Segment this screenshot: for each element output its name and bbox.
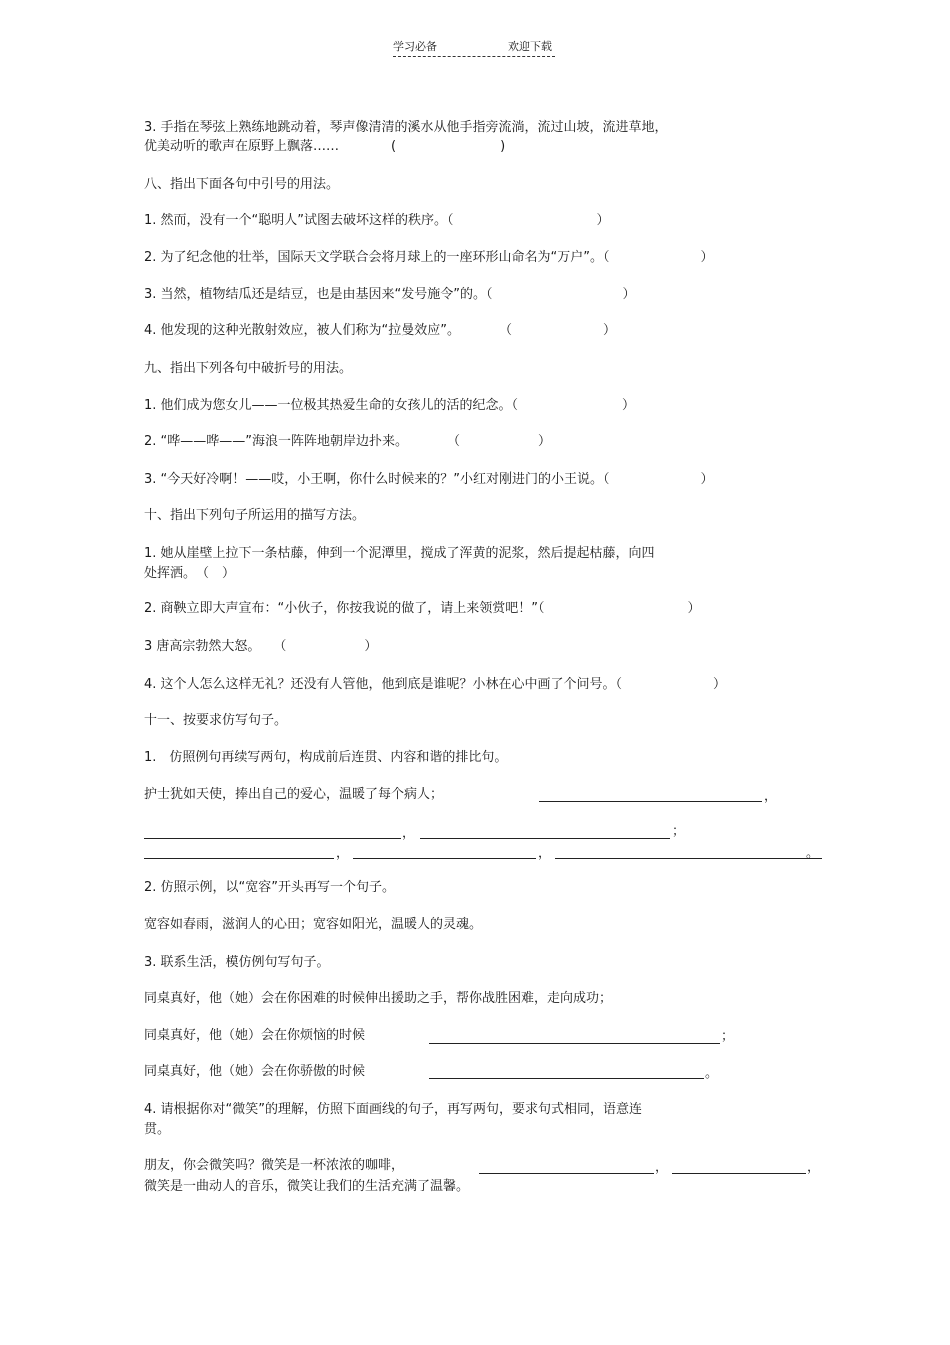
blank-semicolon: ； bbox=[672, 824, 686, 839]
question-10-1-line2: 处挥洒。 （ ） bbox=[144, 566, 236, 581]
blank-comma: ， bbox=[402, 826, 416, 841]
question-11-2: 2. 仿照示例，以“宽容”开头再写一个句子。 bbox=[144, 880, 396, 895]
answer-blank[interactable] bbox=[672, 1173, 806, 1174]
answer-blank[interactable] bbox=[144, 858, 334, 859]
blank-period: 。 bbox=[806, 846, 820, 861]
question-9-2: 2. “哗——哗——”海浪一阵阵地朝岸边扑来。 （ ） bbox=[144, 434, 552, 449]
blank-period: 。 bbox=[705, 1066, 719, 1081]
answer-blank[interactable] bbox=[420, 838, 670, 839]
answer-blank[interactable] bbox=[479, 1173, 654, 1174]
section-10-heading: 十、指出下列句子所运用的描写方法。 bbox=[144, 508, 366, 523]
answer-blank[interactable] bbox=[539, 801, 762, 802]
question-11-1-example: 护士犹如天使，捧出自己的爱心，温暖了每个病人； bbox=[144, 787, 444, 802]
blank-comma: ， bbox=[764, 789, 778, 804]
answer-blank[interactable] bbox=[144, 838, 401, 839]
question-9-3: 3. “今天好冷啊！——哎，小王啊，你什么时候来的？”小红对刚进门的小王说。（ ） bbox=[144, 472, 714, 487]
question-10-2: 2. 商鞅立即大声宣布：“小伙子，你按我说的做了，请上来领赏吧！”（ ） bbox=[144, 601, 701, 616]
question-11-3-prompt-b: 同桌真好，他（她）会在你骄傲的时候 bbox=[144, 1064, 366, 1079]
question-11-3: 3. 联系生活，模仿例句写句子。 bbox=[144, 955, 330, 970]
question-11-4-example-2: 微笑是一曲动人的音乐，微笑让我们的生活充满了温馨。 bbox=[144, 1179, 470, 1194]
answer-blank[interactable] bbox=[429, 1078, 704, 1079]
question-10-1-line1: 1. 她从崖壁上拉下一条枯藤，伸到一个泥潭里，搅成了浑黄的泥浆，然后提起枯藤，向四 bbox=[144, 546, 655, 561]
question-11-2-example: 宽容如春雨，滋润人的心田；宽容如阳光，温暖人的灵魂。 bbox=[144, 917, 483, 932]
question-11-4-line1: 4. 请根据你对“微笑”的理解，仿照下面画线的句子，再写两句，要求句式相同，语意连 bbox=[144, 1102, 643, 1117]
blank-comma: ， bbox=[807, 1160, 821, 1175]
blank-semicolon: ； bbox=[721, 1029, 735, 1044]
question-11-4-example-1: 朋友，你会微笑吗？微笑是一杯浓浓的咖啡， bbox=[144, 1158, 405, 1173]
section-11-heading: 十一、按要求仿写句子。 bbox=[144, 713, 288, 728]
question-10-3: 3 唐高宗勃然大怒。 （ ） bbox=[144, 639, 378, 654]
question-11-1: 1. 仿照例句再续写两句，构成前后连贯、内容和谐的排比句。 bbox=[144, 750, 508, 765]
question-8-2: 2. 为了纪念他的壮举，国际天文学联合会将月球上的一座环形山命名为“万户”。（ ） bbox=[144, 250, 714, 265]
header-left: 学习必备 bbox=[393, 40, 437, 53]
question-7-3-line1: 3. 手指在琴弦上熟练地跳动着，琴声像清清的溪水从他手指旁流淌，流过山坡，流进草地， bbox=[144, 120, 668, 135]
header-divider bbox=[393, 56, 555, 57]
question-11-3-prompt-a: 同桌真好，他（她）会在你烦恼的时候 bbox=[144, 1028, 366, 1043]
blank-comma: ， bbox=[538, 846, 552, 861]
question-10-4: 4. 这个人怎么这样无礼？还没有人管他，他到底是谁呢？小林在心中画了个问号。（ ） bbox=[144, 677, 727, 692]
question-11-3-example: 同桌真好，他（她）会在你困难的时候伸出援助之手，帮你战胜困难，走向成功； bbox=[144, 991, 613, 1006]
section-9-heading: 九、指出下列各句中破折号的用法。 bbox=[144, 361, 353, 376]
question-7-3-line2: 优美动听的歌声在原野上飘落…… ( ) bbox=[144, 139, 506, 154]
question-9-1: 1. 他们成为您女儿——一位极其热爱生命的女孩儿的活的纪念。（ ） bbox=[144, 398, 636, 413]
question-8-4: 4. 他发现的这种光散射效应，被人们称为“拉曼效应”。 （ ） bbox=[144, 323, 617, 338]
blank-comma: ， bbox=[336, 846, 350, 861]
question-8-1: 1. 然而，没有一个“聪明人”试图去破坏这样的秩序。（ ） bbox=[144, 213, 610, 228]
answer-blank[interactable] bbox=[555, 858, 822, 859]
header-right: 欢迎下载 bbox=[508, 40, 552, 53]
question-8-3: 3. 当然，植物结瓜还是结豆，也是由基因来“发号施令”的。（ ） bbox=[144, 287, 636, 302]
section-8-heading: 八、指出下面各句中引号的用法。 bbox=[144, 177, 340, 192]
answer-blank[interactable] bbox=[429, 1043, 720, 1044]
answer-blank[interactable] bbox=[353, 858, 536, 859]
question-11-4-line2: 贯。 bbox=[144, 1122, 171, 1137]
blank-comma: ， bbox=[655, 1160, 669, 1175]
